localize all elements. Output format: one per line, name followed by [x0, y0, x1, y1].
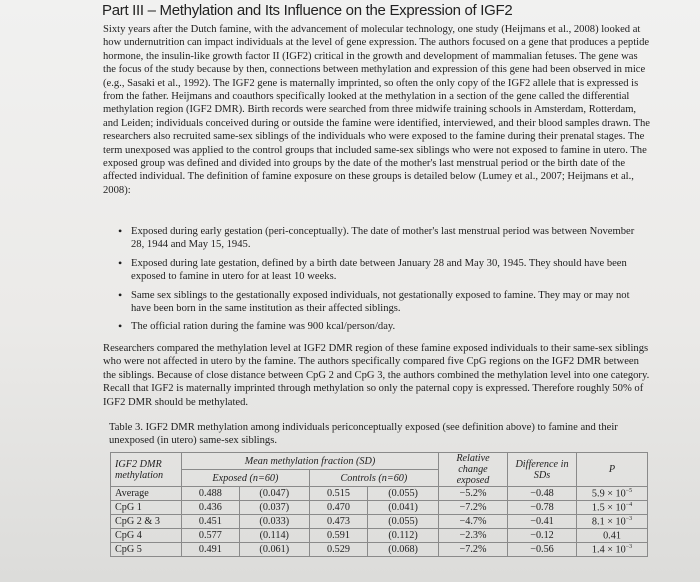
list-item: • Exposed during early gestation (peri-conceptually). The date of mother's last menstrual period was between November 28, 1944 and May 15, 1945. — [118, 225, 648, 252]
header-controls: Controls (n=60) — [309, 470, 438, 487]
control-mean: 0.591 — [309, 529, 367, 543]
table-caption: Table 3. IGF2 DMR methylation among individuals periconceptually exposed (see definition above) to famine and their unexposed (in utero) same-sex siblings. — [109, 422, 618, 446]
exposed-sd: (0.037) — [239, 501, 309, 515]
control-sd: (0.041) — [368, 501, 439, 515]
p-value: $1.4 \times 10^{-3}$ — [577, 543, 648, 557]
header-relative-change: Relative change exposed — [439, 453, 508, 487]
row-label: Average — [111, 487, 182, 501]
control-sd: (0.055) — [368, 515, 439, 529]
table-row — [111, 487, 648, 501]
table-row — [111, 529, 648, 543]
header-exposed: Exposed (n=60) — [182, 470, 310, 487]
list-item: • Same sex siblings to the gestationally exposed individuals, not gestationally exposed to famine. They may or may not have been born in the same institution as their affected siblings. — [118, 289, 648, 316]
control-mean: 0.515 — [309, 487, 367, 501]
p-value: 0.41 — [577, 529, 648, 543]
p-value: $8.1 \times 10^{-3}$ — [577, 515, 648, 529]
difference-sds: −0.48 — [508, 487, 577, 501]
p-value: $5.9 \times 10^{-5}$ — [577, 487, 648, 501]
relative-change: −4.7% — [439, 515, 508, 529]
control-sd: (0.055) — [368, 487, 439, 501]
row-label: CpG 1 — [111, 501, 182, 515]
exposed-sd: (0.047) — [239, 487, 309, 501]
exposed-mean: 0.436 — [182, 501, 240, 515]
relative-change: −7.2% — [439, 543, 508, 557]
exposed-mean: 0.451 — [182, 515, 240, 529]
exposed-sd: (0.114) — [239, 529, 309, 543]
header-row-label: IGF2 DMR methylation — [111, 453, 182, 487]
paragraph-methods: Sixty years after the Dutch famine, with the advancement of molecular technology, one study (Heijmans et al., 2008) looked at how undernutrition can impact individuals at the level of gene expression. The authors focused on a gene that produces a peptide hormone, the insulin-like growth factor II (IGF2) critical in the growth and development of mammalian fetuses. The gene was the focus of the study because by then, connections between methylation and expression of this gene had been observed in mice (e.g., Sasaki et al., 1992). The IGF2 gene is maternally imprinted, so often the only copy of the IGF2 allele that is expressed is from the father. Heijmans and coauthors specifically looked at the methylation in a section of the gene called the differential methylation region (IGF2 DMR). Birth records were searched from three midwife training schools in Amsterdam, Rotterdam, and Leiden; individuals conceived during or outside the famine were identified, interviewed, and their blood samples drawn. The researchers also recruited same-sex siblings of the individuals who were exposed to the famine during their prenatal stages. The term unexposed was applied to the control groups that included same-sex siblings who were not exposed to famine in utero. The exposed group was defined and divided into groups by the date of the mother's last menstrual period or the birth date of the affected individual. The definition of famine exposure on these groups is detailed below (Lumey et al., 2007; Heijmans et al., 2008): — [103, 24, 650, 196]
paragraph-comparison: Researchers compared the methylation level at IGF2 DMR region of these famine exposed individuals to their same-sex siblings who were not affected in utero by the famine. The authors specifically compared five CpG regions on the IGF2 DMR between the siblings. Because of close distance between CpG 2 and CpG 3, the authors combined the methylation level into one category. Recall that IGF2 is maternally imprinted through methylation so only the paternal copy is expressed. Therefore roughly 50% of IGF2 DMR should be methylated. — [103, 343, 650, 408]
difference-sds: −0.41 — [508, 515, 577, 529]
control-mean: 0.529 — [309, 543, 367, 557]
exposed-mean: 0.491 — [182, 543, 240, 557]
exposure-definition-list — [118, 225, 648, 339]
methylation-table — [110, 452, 648, 557]
exposed-sd: (0.061) — [239, 543, 309, 557]
row-label: CpG 5 — [111, 543, 182, 557]
difference-sds: −0.12 — [508, 529, 577, 543]
exposed-mean: 0.577 — [182, 529, 240, 543]
control-sd: (0.112) — [368, 529, 439, 543]
relative-change: −7.2% — [439, 501, 508, 515]
relative-change: −2.3% — [439, 529, 508, 543]
difference-sds: −0.78 — [508, 501, 577, 515]
list-item: • The official ration during the famine was 900 kcal/person/day. — [118, 320, 648, 333]
header-difference-sds: Difference in SDs — [508, 453, 577, 487]
section-heading: Part III – Methylation and Its Influence on the Expression of IGF2 — [102, 2, 513, 19]
control-sd: (0.068) — [368, 543, 439, 557]
control-mean: 0.470 — [309, 501, 367, 515]
row-label: CpG 4 — [111, 529, 182, 543]
header-mean-group: Mean methylation fraction (SD) — [182, 453, 439, 470]
relative-change: −5.2% — [439, 487, 508, 501]
table-row — [111, 515, 648, 529]
header-p-value: P — [577, 453, 648, 487]
control-mean: 0.473 — [309, 515, 367, 529]
row-label: CpG 2 & 3 — [111, 515, 182, 529]
difference-sds: −0.56 — [508, 543, 577, 557]
exposed-sd: (0.033) — [239, 515, 309, 529]
table-row — [111, 543, 648, 557]
list-item: • Exposed during late gestation, defined by a birth date between January 28 and May 30, 1945. They should have been exposed to famine in utero for at least 10 weeks. — [118, 257, 648, 284]
p-value: $1.5 \times 10^{-4}$ — [577, 501, 648, 515]
table-row — [111, 501, 648, 515]
exposed-mean: 0.488 — [182, 487, 240, 501]
